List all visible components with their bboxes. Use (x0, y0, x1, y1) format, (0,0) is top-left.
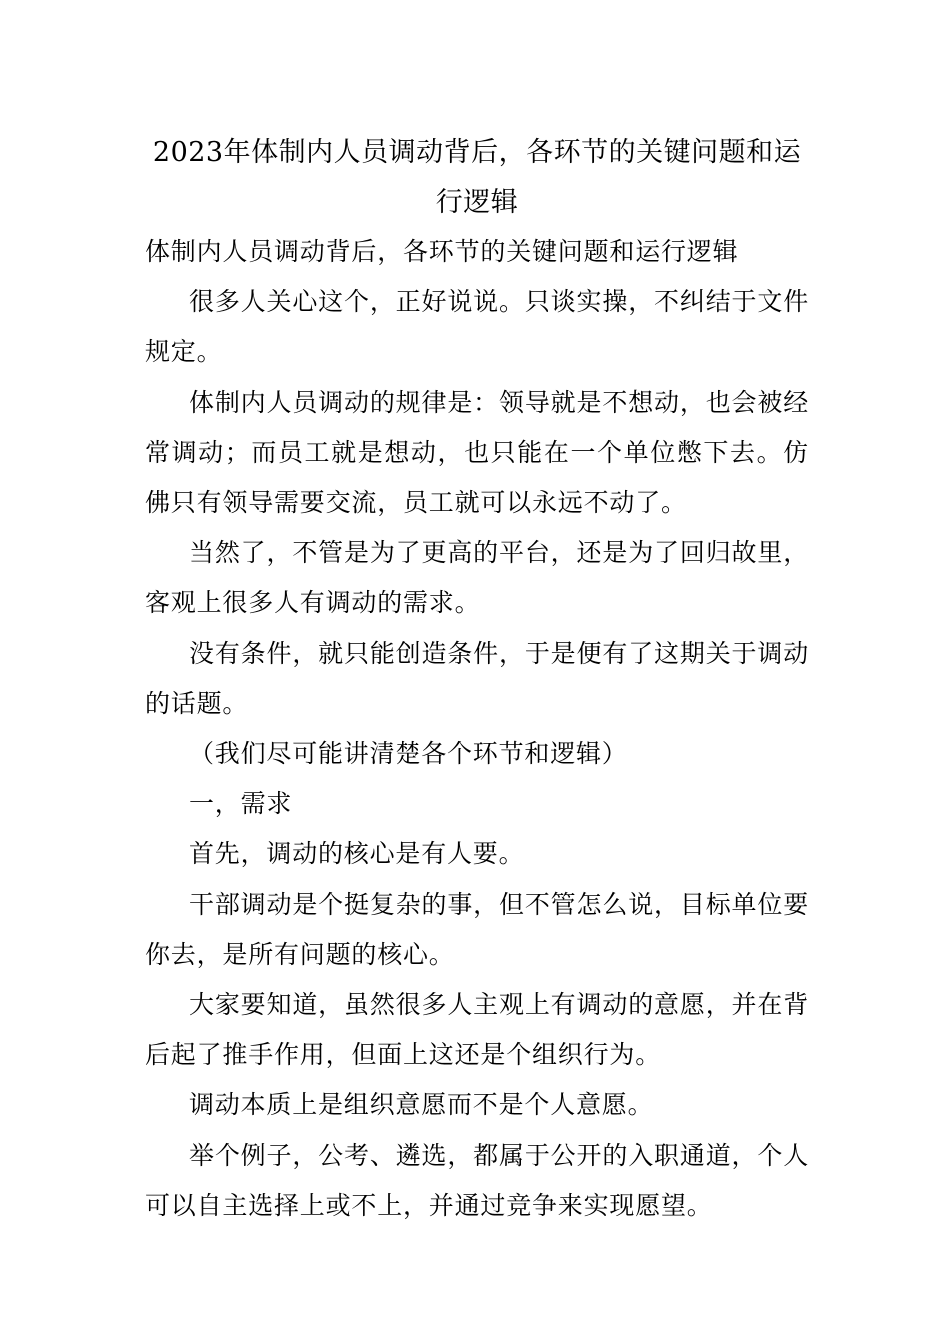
body-paragraph: 体制内人员调动的规律是：领导就是不想动，也会被经常调动；而员工就是想动，也只能在一个单位憋下去。仿佛只有领导需要交流，员工就可以永远不动了。 (145, 387, 809, 518)
body-paragraph: （我们尽可能讲清楚各个环节和逻辑） (189, 739, 628, 769)
section-heading: 一，需求 (189, 789, 293, 819)
body-paragraph: 没有条件，就只能创造条件，于是便有了这期关于调动的话题。 (145, 638, 809, 718)
body-paragraph: 首先，调动的核心是有人要。 (189, 839, 525, 869)
body-paragraph: 大家要知道，虽然很多人主观上有调动的意愿，并在背后起了推手作用，但面上这还是个组织行为。 (145, 990, 809, 1070)
document-title: 2023年体制内人员调动背后，各环节的关键问题和运行逻辑 (152, 137, 802, 218)
body-paragraph: 举个例子，公考、遴选，都属于公开的入职通道，个人可以自主选择上或不上，并通过竞争来实现愿望。 (145, 1140, 809, 1220)
body-paragraph: 当然了，不管是为了更高的平台，还是为了回归故里，客观上很多人有调动的需求。 (145, 538, 809, 618)
subtitle-paragraph: 体制内人员调动背后，各环节的关键问题和运行逻辑 (145, 237, 739, 266)
document-body (145, 227, 809, 1231)
body-paragraph: 调动本质上是组织意愿而不是个人意愿。 (189, 1090, 654, 1120)
body-paragraph: 很多人关心这个，正好说说。只谈实操，不纠结于文件规定。 (145, 287, 809, 367)
body-paragraph: 干部调动是个挺复杂的事，但不管怎么说，目标单位要你去，是所有问题的核心。 (145, 889, 809, 969)
